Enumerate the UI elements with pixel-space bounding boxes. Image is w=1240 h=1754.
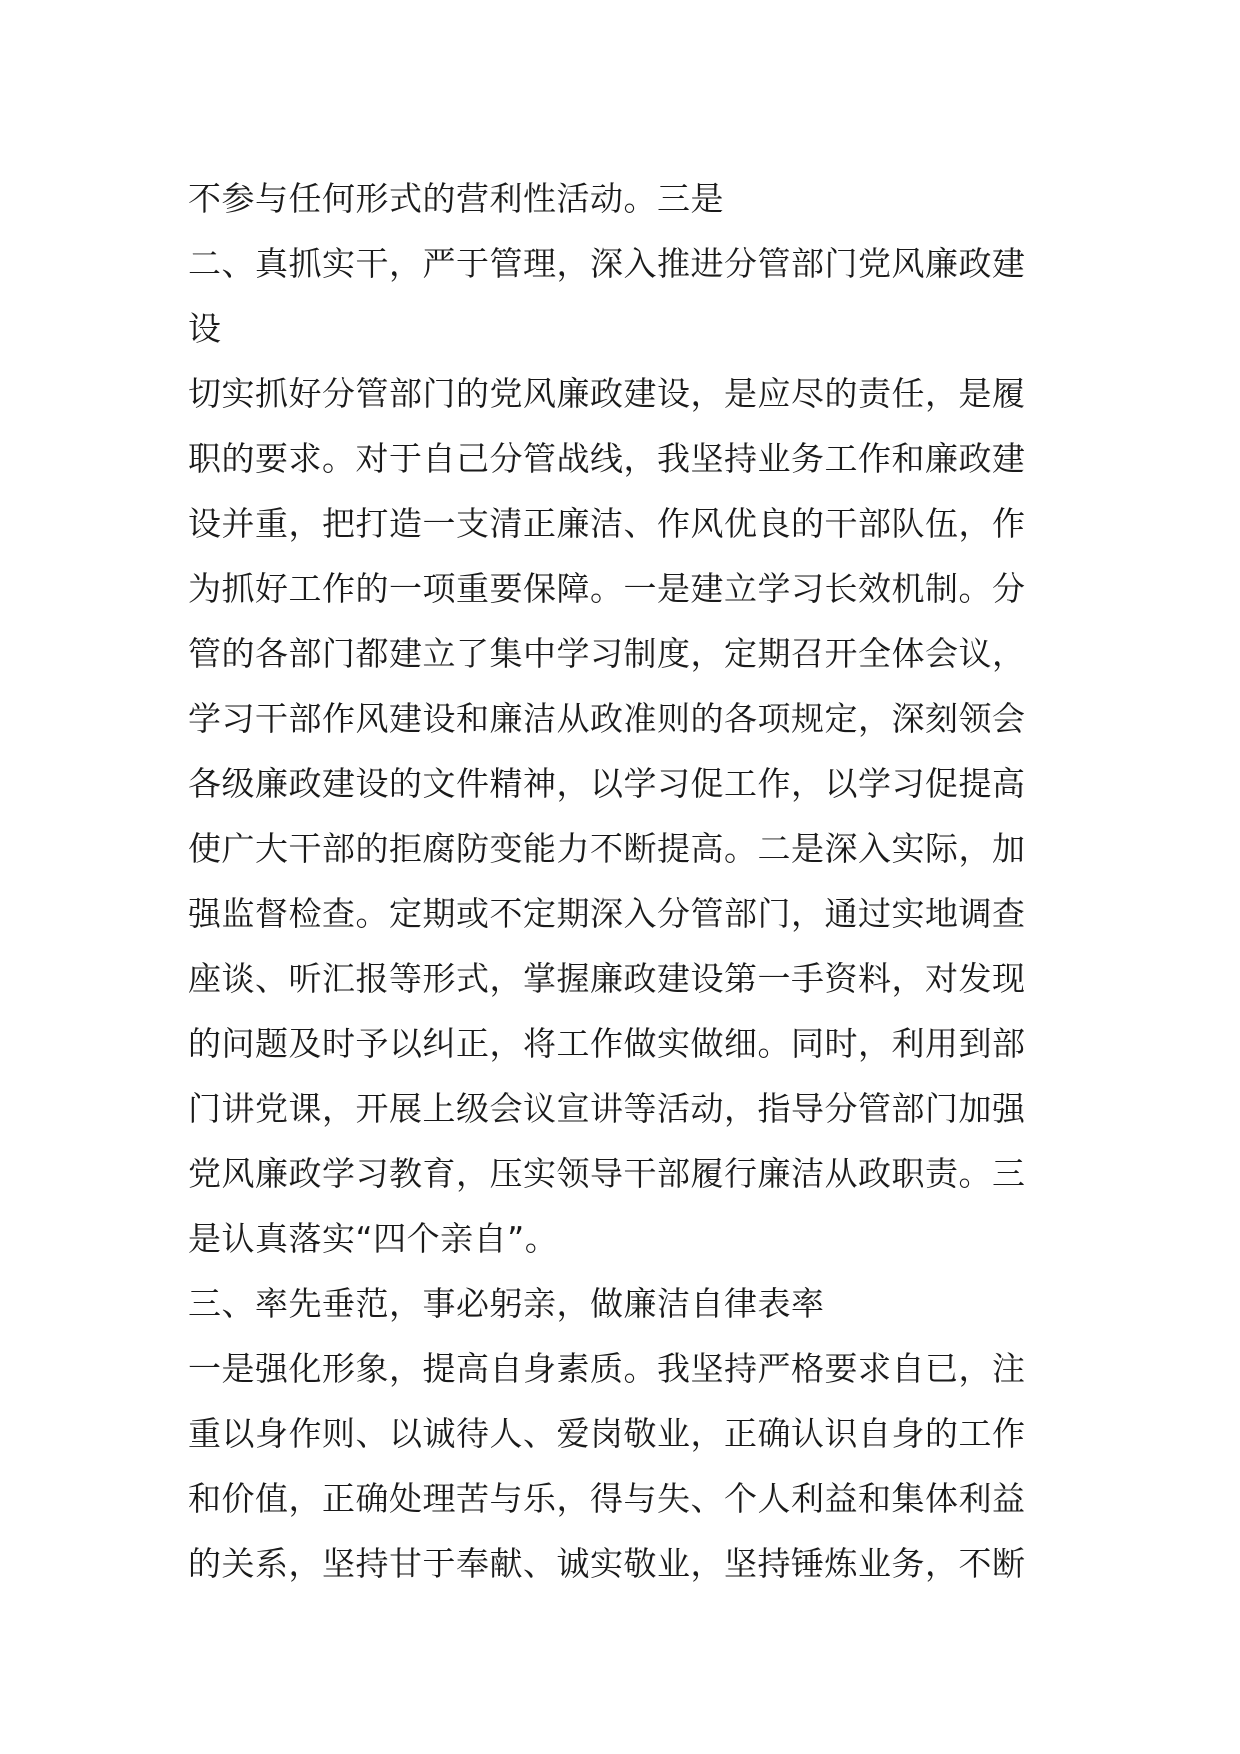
- document-body: [188, 166, 1058, 1596]
- section-heading: 二、真抓实干，严于管理，深入推进分管部门党风廉政建: [188, 244, 1026, 283]
- section-heading: 设: [188, 309, 222, 348]
- text-line: 各级廉政建设的文件精神，以学习促工作，以学习促提高: [188, 764, 1026, 803]
- text-line: 不参与任何形式的营利性活动。三是: [188, 179, 724, 218]
- text-line: 是认真落实“四个亲自”。: [188, 1219, 559, 1258]
- text-line: 的问题及时予以纠正，将工作做实做细。同时，利用到部: [188, 1024, 1026, 1063]
- text-line: 为抓好工作的一项重要保障。一是建立学习长效机制。分: [188, 569, 1026, 608]
- text-line: 强监督检查。定期或不定期深入分管部门，通过实地调查: [188, 894, 1026, 933]
- text-line: 党风廉政学习教育，压实领导干部履行廉洁从政职责。三: [188, 1154, 1026, 1193]
- text-line: 重以身作则、以诚待人、爱岗敬业，正确认识自身的工作: [188, 1414, 1026, 1453]
- section-heading: 三、率先垂范，事必躬亲，做廉洁自律表率: [188, 1284, 825, 1323]
- text-line: 门讲党课，开展上级会议宣讲等活动，指导分管部门加强: [188, 1089, 1026, 1128]
- text-line: 设并重，把打造一支清正廉洁、作风优良的干部队伍，作: [188, 504, 1026, 543]
- text-line: 学习干部作风建设和廉洁从政准则的各项规定，深刻领会: [188, 699, 1026, 738]
- text-line: 的关系，坚持甘于奉献、诚实敬业，坚持锤炼业务，不断: [188, 1544, 1026, 1583]
- text-line: 使广大干部的拒腐防变能力不断提高。二是深入实际，加: [188, 829, 1026, 868]
- text-line: 切实抓好分管部门的党风廉政建设，是应尽的责任，是履: [188, 374, 1026, 413]
- text-line: 和价值，正确处理苦与乐，得与失、个人利益和集体利益: [188, 1479, 1026, 1518]
- text-line: 一是强化形象，提高自身素质。我坚持严格要求自已，注: [188, 1349, 1026, 1388]
- text-line: 职的要求。对于自己分管战线，我坚持业务工作和廉政建: [188, 439, 1026, 478]
- text-line: 管的各部门都建立了集中学习制度，定期召开全体会议，: [188, 634, 1026, 673]
- text-line: 座谈、听汇报等形式，掌握廉政建设第一手资料，对发现: [188, 959, 1026, 998]
